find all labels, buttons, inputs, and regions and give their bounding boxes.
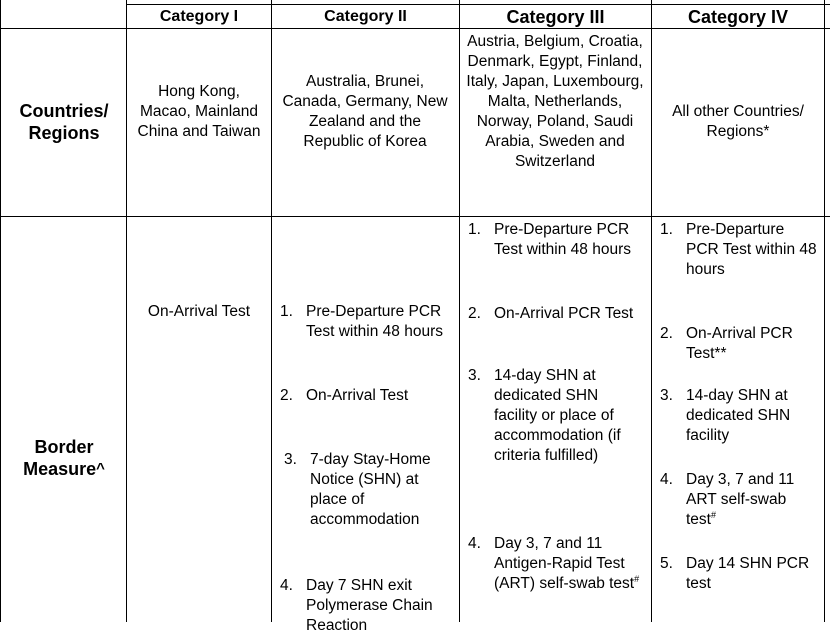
col0-border <box>0 0 1 622</box>
list-item: 2. On-Arrival PCR Test <box>468 305 634 322</box>
list-item: 1. Pre-Departure PCR Test within 48 hours <box>468 221 631 258</box>
countries-category-2: Australia, Brunei, Canada, Germany, New Zealand and the Republic of Korea <box>282 73 448 150</box>
header-bottom-border <box>0 28 830 29</box>
row1-bottom-border <box>0 216 830 217</box>
list-item: 1. Pre-Departure PCR Test within 48 hours <box>660 221 817 278</box>
list-item: 2. On-Arrival PCR Test** <box>660 325 793 362</box>
list-item: 2. On-Arrival Test <box>280 387 409 404</box>
header-category-3: Category III <box>506 6 605 27</box>
header-category-1: Category I <box>159 8 239 25</box>
list-item: 3. 14-day SHN at dedicated SHN facility <box>660 387 791 444</box>
table-top-border <box>126 4 830 5</box>
header-category-4: Category IV <box>687 6 789 27</box>
border-measure-mark: ^ <box>96 460 105 477</box>
col2-border <box>271 0 272 622</box>
list-item: 4. Day 7 SHN exit Polymerase Chain Reaction <box>280 577 433 634</box>
row-label-countries: Countries/ Regions <box>19 101 109 143</box>
list-item: 4. Day 3, 7 and 11 Antigen-Rapid Test (ART) self-swab test# <box>468 535 640 592</box>
border-measure-text: Border Measure <box>23 437 97 479</box>
col5-border <box>824 0 825 622</box>
col3-border <box>459 0 460 622</box>
countries-category-4: All other Countries/ Regions* <box>672 103 804 140</box>
list-item: 3. 7-day Stay-Home Notice (SHN) at place of accommodation <box>284 451 431 528</box>
border-category-1: On-Arrival Test <box>147 303 251 320</box>
list-item: 3. 14-day SHN at dedicated SHN facility or place of accommodation (if criteria fulfilled) <box>468 367 621 464</box>
row-label-border-measure <box>4 436 124 480</box>
header-category-2: Category II <box>324 8 407 25</box>
countries-category-3: Austria, Belgium, Croatia, Denmark, Egypt, Finland, Italy, Japan, Luxembourg, Malta, Netherlands, Norway, Poland, Saudi Arabia, Sweden and Switzerland <box>466 33 644 170</box>
list-item: 1. Pre-Departure PCR Test within 48 hours <box>280 303 443 340</box>
countries-category-1: Hong Kong, Macao, Mainland China and Taiwan <box>137 83 261 140</box>
list-item: 5. Day 14 SHN PCR test <box>660 555 810 592</box>
col4-border <box>651 0 652 622</box>
list-item: 4. Day 3, 7 and 11 ART self-swab test# <box>660 471 795 528</box>
